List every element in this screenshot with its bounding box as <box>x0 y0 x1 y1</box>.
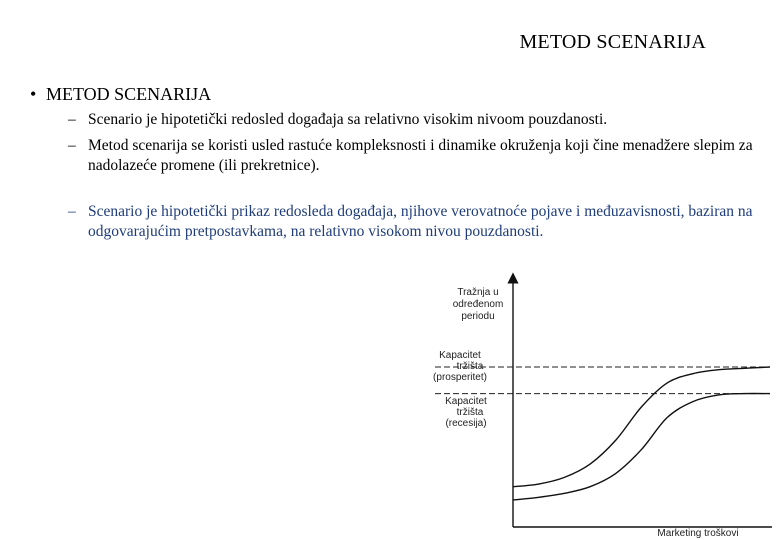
demand-chart <box>420 270 780 540</box>
upper-level-label-line: Kapacitet <box>439 350 481 361</box>
sub-bullet <box>68 202 758 242</box>
sub-bullet <box>68 110 758 130</box>
lower-level-label-line: Kapacitet <box>445 396 487 407</box>
lower-level-label-line: (recesija) <box>445 418 487 429</box>
sub-bullet-text: Scenario je hipotetički redosled događaja sa relativno visokim nivoom pouzdanosti. <box>88 111 608 128</box>
lower-level-label-line: tržišta <box>456 407 484 418</box>
upper-level-label-line: tržišta <box>456 361 484 372</box>
sub-bullet <box>68 136 758 176</box>
curves <box>513 367 770 500</box>
lower-level-label <box>445 396 487 429</box>
x-axis-label: Marketing troškovi <box>657 528 739 539</box>
upper-level-label-line: (prosperitet) <box>433 372 487 383</box>
demand-curve <box>513 367 770 487</box>
dash-marker: – <box>68 111 76 128</box>
main-bullet-text: METOD SCENARIJA <box>46 84 212 104</box>
demand-curve <box>513 394 770 500</box>
y-axis-label-line: Tražnja u <box>457 287 499 298</box>
y-axis-label-line: periodu <box>461 311 495 322</box>
dash-marker: – <box>68 203 76 220</box>
sub-bullet-text: Scenario je hipotetički prikaz redosleda događaja, njihove verovatnoće pojave i međuzavisnosti, baziran na odgovarajućim pretpostavkama, na relativno visokom nivou pouzdanosti. <box>88 203 753 240</box>
bullet-marker: • <box>30 84 37 104</box>
upper-level-label <box>433 350 487 383</box>
sub-bullet-text: Metod scenarija se koristi usled rastuće kompleksnosti i dinamike okruženja koji čine menadžere slepim za nadolazeće promene (ili prekretnice). <box>88 137 753 174</box>
y-axis-label <box>453 287 504 322</box>
main-bullet <box>30 84 211 105</box>
slide-title: METOD SCENARIJA <box>519 31 706 53</box>
dash-marker: – <box>68 137 76 154</box>
y-axis-label-line: određenom <box>452 299 504 310</box>
